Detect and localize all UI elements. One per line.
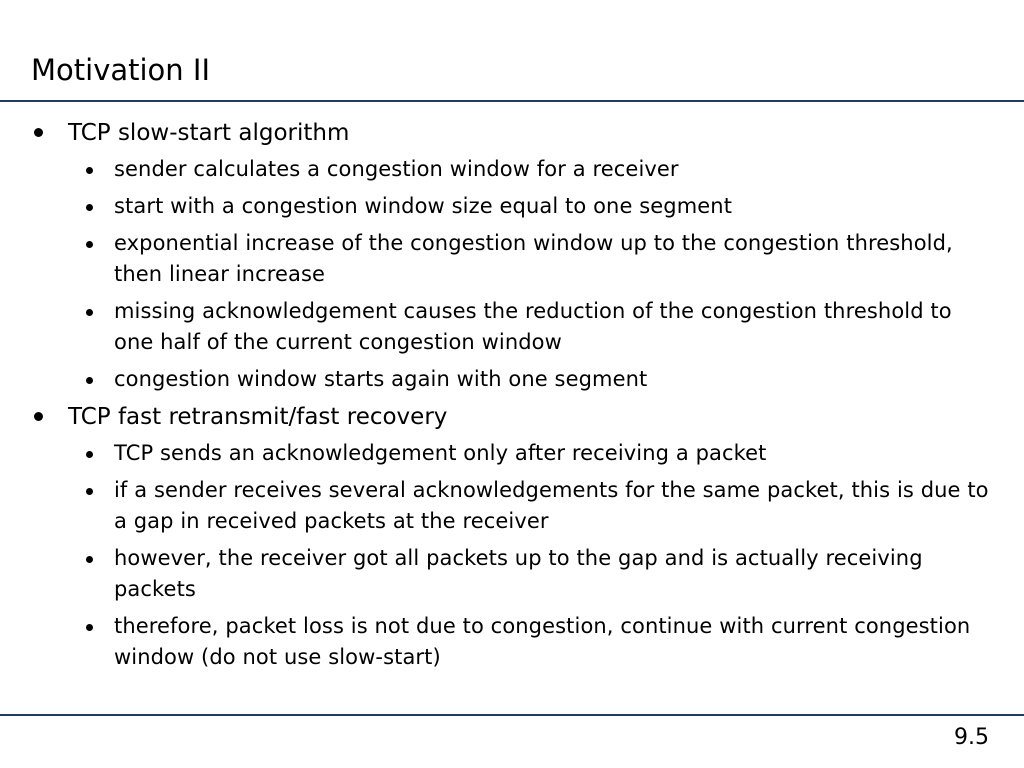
sub-bullet-dot-icon xyxy=(86,624,93,631)
sub-bullet xyxy=(0,296,1024,358)
sub-bullet-text: start with a congestion window size equal to one segment xyxy=(114,194,733,218)
sub-bullet-text: if a sender receives several acknowledgements for the same packet, this is due to a gap in received packets at the receiver xyxy=(114,478,989,533)
bullet-slow-start xyxy=(0,117,1024,149)
sub-bullet-dot-icon xyxy=(86,488,93,495)
sub-bullet-dot-icon xyxy=(86,556,93,563)
sub-bullet-text: missing acknowledgement causes the reduction of the congestion threshold to one half of the current congestion window xyxy=(114,299,952,354)
bullet-text: TCP fast retransmit/fast recovery xyxy=(68,404,448,430)
sub-bullet-dot-icon xyxy=(86,377,93,384)
slide-content xyxy=(0,117,1024,679)
sub-bullet-text: congestion window starts again with one segment xyxy=(114,367,648,391)
sub-bullet xyxy=(0,191,1024,222)
bullet-dot-icon xyxy=(34,128,43,137)
sub-bullet-text: sender calculates a congestion window for a receiver xyxy=(114,157,679,181)
bullet-dot-icon xyxy=(34,412,43,421)
page-number: 9.5 xyxy=(954,725,989,750)
sub-bullet-text: however, the receiver got all packets up to the gap and is actually receiving packets xyxy=(114,546,923,601)
sub-bullet-dot-icon xyxy=(86,451,93,458)
sub-bullet xyxy=(0,154,1024,185)
sub-bullet xyxy=(0,364,1024,395)
sub-bullet-dot-icon xyxy=(86,241,93,248)
sub-bullet-text: exponential increase of the congestion window up to the congestion threshold, then linear increase xyxy=(114,231,953,286)
sub-bullet-dot-icon xyxy=(86,309,93,316)
sub-bullet-text: therefore, packet loss is not due to congestion, continue with current congestion window (do not use slow-start) xyxy=(114,614,971,669)
sub-bullet xyxy=(0,438,1024,469)
footer-divider xyxy=(0,714,1024,716)
bullet-fast-retransmit xyxy=(0,401,1024,433)
sub-bullet xyxy=(0,543,1024,605)
sub-bullet-dot-icon xyxy=(86,204,93,211)
sub-bullet xyxy=(0,228,1024,290)
sub-bullet-dot-icon xyxy=(86,167,93,174)
sub-bullet xyxy=(0,475,1024,537)
sub-bullet-text: TCP sends an acknowledgement only after receiving a packet xyxy=(114,441,767,465)
slide-title: Motivation II xyxy=(31,53,210,87)
sub-bullet xyxy=(0,611,1024,673)
title-divider xyxy=(0,100,1024,102)
bullet-text: TCP slow-start algorithm xyxy=(68,120,350,146)
